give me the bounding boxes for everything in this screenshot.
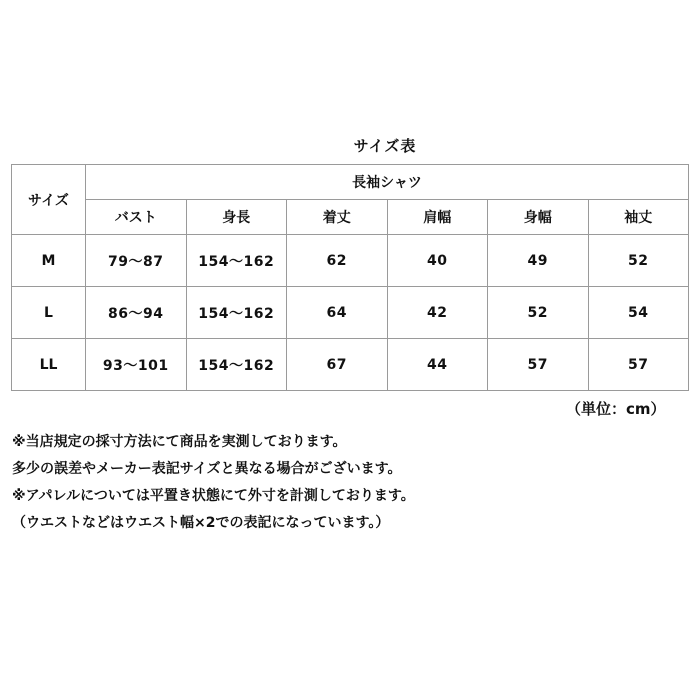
size-label: M (12, 235, 86, 287)
table-row (12, 287, 689, 339)
table-cell: 62 (287, 235, 388, 287)
table-cell: 64 (287, 287, 388, 339)
table-header-row (12, 165, 689, 200)
note-line: ※アパレルについては平置き状態にて外寸を計測しております。 (12, 488, 415, 504)
table-cell: 40 (387, 235, 488, 287)
table-row (12, 339, 689, 391)
table-cell: 154～162 (186, 339, 287, 391)
column-header: バスト (86, 200, 187, 235)
table-cell: 79～87 (86, 235, 187, 287)
column-header: 身幅 (488, 200, 589, 235)
table-cell: 154～162 (186, 287, 287, 339)
column-header-row (12, 200, 689, 235)
note-line: （ウエストなどはウエスト幅×2での表記になっています。） (12, 515, 390, 531)
notes (12, 429, 692, 537)
table-row (12, 235, 689, 287)
table-cell: 86～94 (86, 287, 187, 339)
table-cell: 49 (488, 235, 589, 287)
size-label: L (12, 287, 86, 339)
table-cell: 57 (488, 339, 589, 391)
note-line: ※当店規定の採寸方法にて商品を実測しております。 (12, 434, 347, 450)
column-header: 肩幅 (387, 200, 488, 235)
table-cell: 154～162 (186, 235, 287, 287)
column-header: 袖丈 (588, 200, 689, 235)
size-table (11, 164, 689, 391)
table-cell: 52 (588, 235, 689, 287)
size-label: LL (12, 339, 86, 391)
table-cell: 52 (488, 287, 589, 339)
table-cell: 67 (287, 339, 388, 391)
table-cell: 57 (588, 339, 689, 391)
unit-label: （単位：cm） (566, 400, 666, 418)
size-column-header: サイズ (12, 165, 86, 235)
table-cell: 93～101 (86, 339, 187, 391)
table-cell: 44 (387, 339, 488, 391)
note-line: 多少の誤差やメーカー表記サイズと異なる場合がございます。 (12, 461, 402, 477)
column-header: 身長 (186, 200, 287, 235)
column-header: 着丈 (287, 200, 388, 235)
table-cell: 42 (387, 287, 488, 339)
group-header: 長袖シャツ (86, 165, 689, 200)
table-cell: 54 (588, 287, 689, 339)
page-title: サイズ表 (353, 137, 417, 155)
